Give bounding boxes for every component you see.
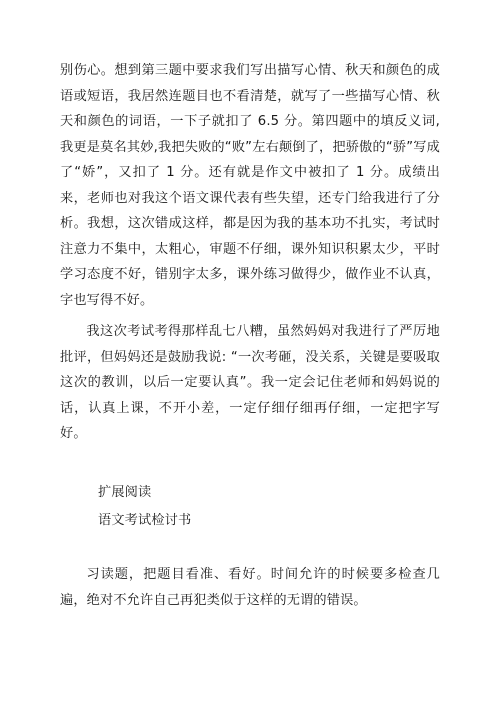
body-paragraph-3: 习读题，把题目看准、看好。时间允许的时候要多检查几遍，绝对不允许自己再犯类似于这样的无谓的错误。 — [60, 567, 440, 608]
body-paragraph-1: 别伤心。想到第三题中要求我们写出描写心情、秋天和颜色的成语或短语，我居然连题目也不看清楚，就写了一些描写心情、秋天和颜色的词语，一下子就扣了 6.5 分。第四题中的填反义词,我更是莫名其妙,我把失败的“败”左右颠倒了，把骄傲的“骄”写成了“娇”，又扣了 1 分。还有就是作文中被扣了 1 分。成绩出来，老师也对我这个语文课代表有些失望，还专门给我进行了分析。我想，这次错成这样，都是因为我的基本功不扎实，考试时注意力不集中，太粗心，审题不仔细，课外知识积累太少，平时学习态度不好，错别字太多，课外练习做得少，做作业不认真，字也写得不好。 — [60, 63, 440, 308]
article-title: 语文考试检讨书 — [98, 513, 192, 528]
extended-reading-label: 扩展阅读 — [98, 485, 152, 500]
body-paragraph-2: 我这次考试考得那样乱七八糟，虽然妈妈对我进行了严厉地批评，但妈妈还是鼓励我说: “一次考砸，没关系，关键是要吸取这次的教训，以后一定要认真”。我一定会记住老师和妈妈说的话，认真上课，不开小差，一定仔细仔细再仔细，一定把字写好。 — [60, 324, 440, 441]
